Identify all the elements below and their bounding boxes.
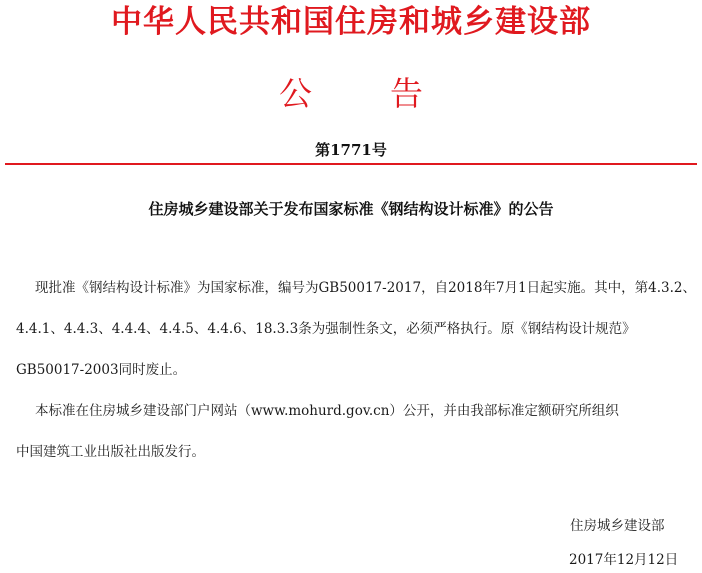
ministry-header: 中华人民共和国住房和城乡建设部 [111, 4, 591, 40]
issue-date: 2017年12月12日 [569, 552, 679, 568]
notice-heading: 公告 [279, 74, 501, 113]
announcement-title: 住房城乡建设部关于发布国家标准《钢结构设计标准》的公告 [148, 200, 554, 218]
paragraph-line: 4.4.1、4.4.3、4.4.4、4.4.5、4.4.6、18.3.3条为强制性条文，必须严格执行。原《钢结构设计规范》 [16, 321, 636, 337]
announcement-number: 第1771号 [315, 141, 387, 159]
paragraph-line: 本标准在住房城乡建设部门户网站（www.mohurd.gov.cn）公开，并由我部标准定额研究所组织 [35, 403, 619, 419]
paragraph-line: 现批准《钢结构设计标准》为国家标准，编号为GB50017-2017，自2018年7月1日起实施。其中，第4.3.2、 [35, 280, 696, 296]
red-divider [5, 163, 697, 165]
paragraph-line: GB50017-2003同时废止。 [16, 362, 187, 378]
signer-name: 住房城乡建设部 [570, 518, 665, 534]
paragraph-line: 中国建筑工业出版社出版发行。 [16, 444, 205, 460]
